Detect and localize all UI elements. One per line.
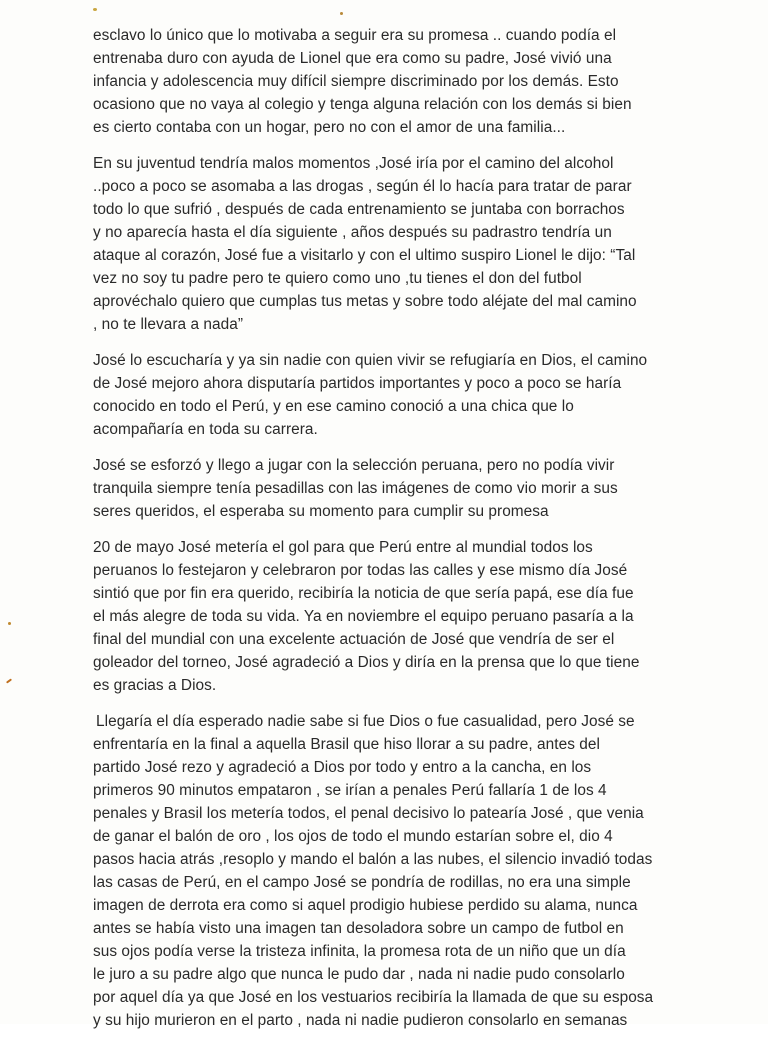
text-line: José lo escucharía y ya sin nadie con quien vivir se refugiaría en Dios, el camino [93,352,648,369]
document-body [93,24,683,1045]
text-line: seres queridos, el esperaba su momento para cumplir su promesa [93,503,549,520]
text-line: el más alegre de toda su vida. Ya en noviembre el equipo peruano pasaría a la [93,608,634,625]
text-line: En su juventud tendría malos momentos ,José iría por el camino del alcohol [93,155,614,172]
text-line: imagen de derrota era como si aquel prodigio hubiese perdido su alama, nunca [93,897,638,914]
paragraph [93,349,683,441]
text-line: sus ojos podía verse la tristeza infinita, la promesa rota de un niño que un día [93,943,626,960]
text-line: de ganar el balón de oro , los ojos de todo el mundo estarían sobre el, dio 4 [93,828,613,845]
text-line: sintió que por fin era querido, recibiría la noticia de que sería papá, ese día fue [93,585,634,602]
text-line: antes se había visto una imagen tan desoladora sobre un campo de futbol en [93,920,624,937]
text-line: conocido en todo el Perú, y en ese camino conoció a una chica que lo [93,398,574,415]
text-line: ..poco a poco se asomaba a las drogas , según él lo hacía para tratar de parar [93,178,632,195]
text-line: todo lo que sufrió , después de cada entrenamiento se juntaba con borrachos [93,201,625,218]
text-line: tranquila siempre tenía pesadillas con las imágenes de como vio morir a sus [93,480,618,497]
text-line: y su hijo murieron en el parto , nada ni nadie pudieron consolarlo en semanas [93,1012,628,1029]
text-line: Llegaría el día esperado nadie sabe si fue Dios o fue casualidad, pero José se [96,713,635,730]
text-line: enfrentaría en la final a aquella Brasil que hiso llorar a su padre, antes del [93,736,600,753]
paper-speck [6,678,12,683]
text-line: peruanos lo festejaron y celebraron por todas las calles y ese mismo día José [93,562,628,579]
text-line: y no aparecía hasta el día siguiente , años después su padrastro tendría un [93,224,612,241]
paragraph [93,24,683,139]
text-line: penales y Brasil los metería todos, el penal decisivo lo patearía José , que venia [93,805,644,822]
text-line: de José mejoro ahora disputaría partidos importantes y poco a poco se haría [93,375,622,392]
text-line: pasos hacia atrás ,resoplo y mando el balón a las nubes, el silencio invadió todas [93,851,653,868]
text-line: por aquel día ya que José en los vestuarios recibiría la llamada de que su esposa [93,989,654,1006]
text-line: partido José rezo y agradeció a Dios por todo y entro a la cancha, en los [93,759,592,776]
text-line: José se esforzó y llego a jugar con la selección peruana, pero no podía vivir [93,457,615,474]
text-line: , no te llevara a nada” [93,316,244,333]
text-line: primeros 90 minutos empataron , se irían a penales Perú fallaría 1 de los 4 [93,782,607,799]
paragraph [93,710,683,1032]
text-line: goleador del torneo, José agradeció a Dios y diría en la prensa que lo que tiene [93,654,640,671]
text-line: es cierto contaba con un hogar, pero no con el amor de una familia... [93,119,566,136]
text-line: le juro a su padre algo que nunca le pudo dar , nada ni nadie pudo consolarlo [93,966,625,983]
text-line: infancia y adolescencia muy difícil siempre discriminado por los demás. Esto [93,73,619,90]
paragraph [93,454,683,523]
text-line: 20 de mayo José metería el gol para que Perú entre al mundial todos los [93,539,593,556]
text-line: esclavo lo único que lo motivaba a seguir era su promesa .. cuando podía el [93,27,617,44]
paragraph [93,536,683,697]
paper-speck [8,622,11,625]
text-line: final del mundial con una excelente actuación de José que vendría de ser el [93,631,615,648]
text-line: aprovéchalo quiero que cumplas tus metas y sobre todo aléjate del mal camino [93,293,637,310]
text-line: ocasiono que no vaya al colegio y tenga alguna relación con los demás si bien [93,96,632,113]
paper-speck [340,12,343,15]
text-line: entrenaba duro con ayuda de Lionel que era como su padre, José vivió una [93,50,612,67]
text-line: vez no soy tu padre pero te quiero como uno ,tu tienes el don del futbol [93,270,582,287]
text-line: las casas de Perú, en el campo José se pondría de rodillas, no era una simple [93,874,631,891]
text-line: es gracias a Dios. [93,677,217,694]
text-line: ataque al corazón, José fue a visitarlo y con el ultimo suspiro Lionel le dijo: “Tal [93,247,636,264]
text-line: acompañaría en toda su carrera. [93,421,318,438]
paragraph [93,152,683,336]
paper-speck [93,8,97,11]
